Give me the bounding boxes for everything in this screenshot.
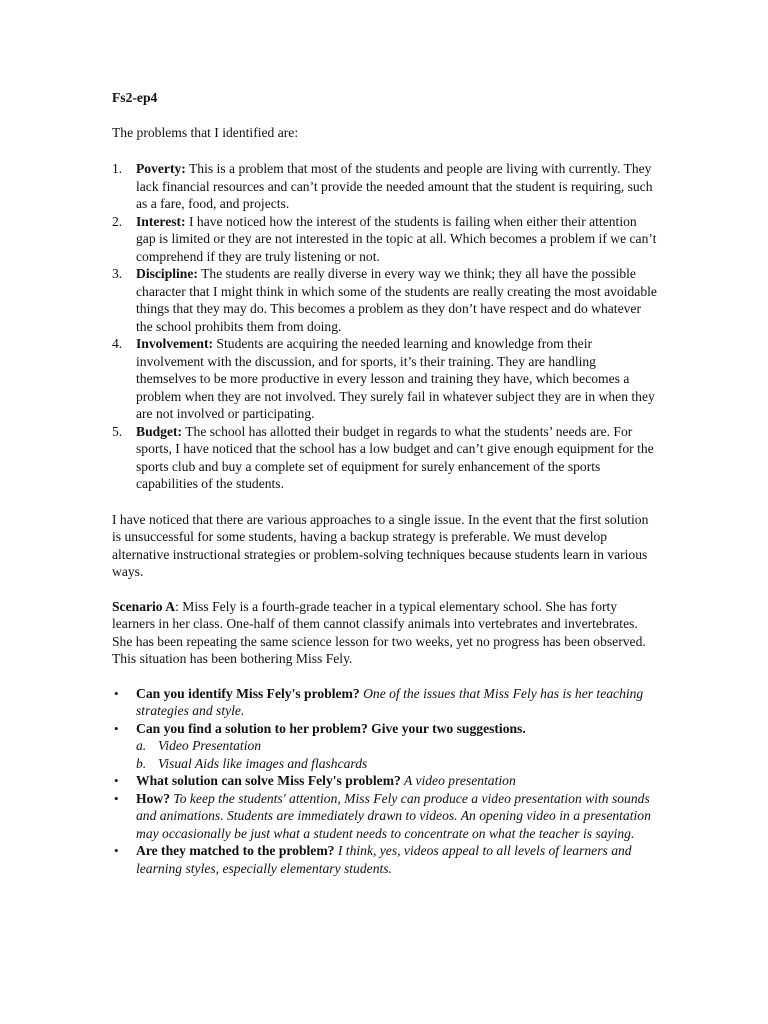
document-body [112, 89, 657, 877]
problem-number: 4. [112, 336, 123, 351]
suggestion-item [136, 737, 657, 755]
approaches-paragraph: I have noticed that there are various approaches to a single issue. In the event that the first solution is unsuccessful for some students, having a backup strategy is preferable. We must develop alternative instructional strategies or problem-solving techniques because students learn in various ways. [112, 511, 649, 579]
answer-text: I think, yes, videos appeal to all levels of learners and learning styles, especially elementary students. [136, 843, 632, 876]
question-text: How? [136, 790, 170, 806]
problem-number: 5. [112, 423, 123, 439]
problem-text: Students are acquiring the needed learning and knowledge from their involvement with the discussion, and for sports, it’s their training. They are handling themselves to be more productive in every lesson and training they have, which becomes a problem when they are not involved. They surely fail in whatever subject they are in when they are not involved or participating. [136, 336, 655, 421]
question-text: What solution can solve Miss Fely's problem? [136, 773, 401, 788]
question-item [112, 842, 657, 877]
answer-text: To keep the students' attention, Miss Fely can produce a video presentation with sounds and animations. Students are immediately drawn to videos. An opening video in a presentation may occasionally be just what a student needs to concentrate on what the teacher is saying. [136, 790, 651, 841]
problem-item [112, 335, 657, 423]
problem-term: Budget: [136, 423, 183, 439]
question-item [112, 790, 657, 843]
question-text: Can you find a solution to her problem? Give your two suggestions. [136, 720, 526, 736]
intro-line: The problems that I identified are: [112, 124, 299, 140]
suggestion-letter: a. [136, 738, 147, 753]
questions-list [112, 685, 657, 878]
suggestion-text: Video Presentation [158, 738, 262, 753]
question-text: Can you identify Miss Fely's problem? [136, 685, 360, 701]
question-item [112, 685, 657, 720]
bullet-icon: • [114, 843, 119, 858]
problem-number: 3. [112, 266, 123, 281]
answer-text: A video presentation [400, 773, 516, 788]
question-item [112, 772, 657, 790]
bullet-icon: • [114, 685, 119, 701]
question-text: Are they matched to the problem? [136, 843, 335, 858]
problem-item [112, 423, 657, 493]
answer-text: One of the issues that Miss Fely has is her teaching strategies and style. [136, 685, 644, 718]
problem-number: 1. [112, 161, 123, 176]
bullet-icon: • [114, 773, 119, 788]
problem-text: This is a problem that most of the students and people are living with currently. They lack financial resources and can’t provide the needed amount that the student is requiring, such as a fare, food, and projects. [136, 161, 653, 211]
suggestions-list [136, 737, 657, 772]
scenario-text: : Miss Fely is a fourth-grade teacher in a typical elementary school. She has forty learners in her class. One-half of them cannot classify animals into vertebrates and invertebrates. She has been repeating the same science lesson for two weeks, yet no progress has been observed. This situation has been bothering Miss Fely. [112, 598, 646, 666]
problem-item [112, 213, 657, 266]
suggestion-item [136, 755, 657, 773]
problem-text: The students are really diverse in every way we think; they all have the possible character that I might think in which some of the students are really creating the most avoidable things that they may do. This becomes a problem as they don’t have respect and do whatever the school prohibits them from doing. [136, 266, 657, 334]
suggestion-text: Visual Aids like images and flashcards [158, 755, 368, 771]
scenario-paragraph [112, 598, 657, 668]
document-title: Fs2-ep4 [112, 90, 158, 105]
suggestion-letter: b. [136, 755, 147, 771]
problem-text: I have noticed how the interest of the students is failing when either their attention gap is limited or they are not interested in the topic at all. Which becomes a problem if we can’t comprehend if they are truly listening or not. [136, 213, 657, 264]
bullet-icon: • [114, 790, 119, 806]
problem-term: Involvement: [136, 336, 214, 351]
scenario-label: Scenario A [112, 598, 176, 614]
problem-term: Discipline: [136, 266, 198, 281]
problems-list [112, 160, 657, 493]
problem-text: The school has allotted their budget in regards to what the students’ needs are. For sports, I have noticed that the school has a low budget and can’t give enough equipment for the sports club and buy a complete set of equipment for surely enhancement of the sports capabilities of the students. [136, 423, 654, 491]
problem-item [112, 265, 657, 335]
problem-item [112, 160, 657, 213]
problem-term: Poverty: [136, 161, 186, 176]
problem-term: Interest: [136, 213, 186, 229]
bullet-icon: • [114, 720, 119, 736]
question-item [112, 720, 657, 773]
problem-number: 2. [112, 213, 123, 229]
